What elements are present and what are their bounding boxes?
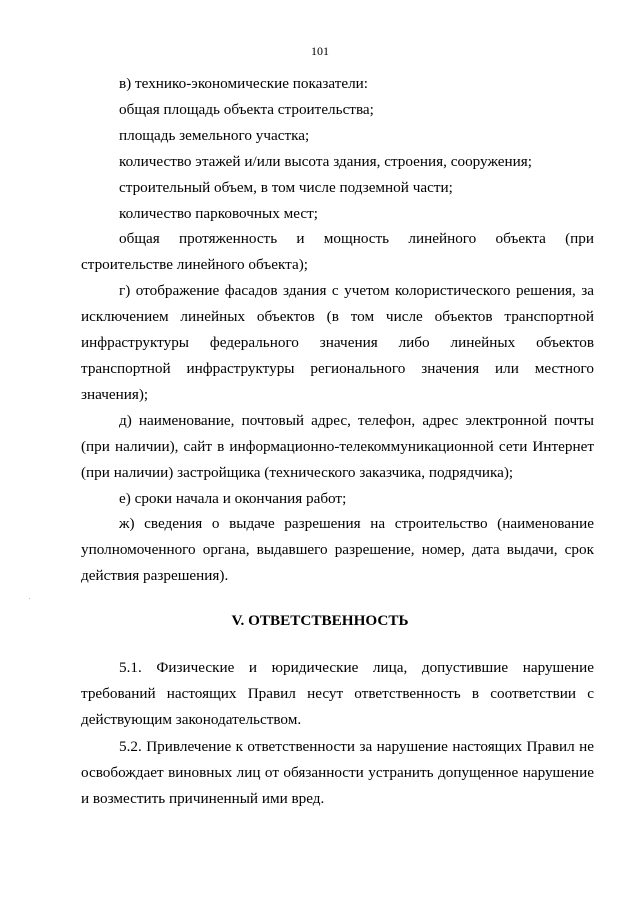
- paragraph: количество парковочных мест;: [119, 204, 318, 222]
- paragraph: общая площадь объекта строительства;: [119, 100, 374, 118]
- document-body: [81, 71, 594, 589]
- paragraph: г) отображение фасадов здания с учетом колористического решения, за исключением линейных объектов (в том числе объектов транспортной инфраструктуры федерального значения либо линейных объектов транспортной инфраструктуры регионального значения или местного значения);: [81, 282, 594, 403]
- paragraph: общая протяженность и мощность линейного объекта (при строительстве линейного объекта);: [81, 230, 594, 274]
- paragraph: площадь земельного участка;: [119, 126, 310, 144]
- paragraph: е) сроки начала и окончания работ;: [119, 489, 347, 507]
- section-body: [81, 655, 594, 812]
- page-number: 101: [311, 44, 329, 58]
- paragraph: 5.2. Привлечение к ответственности за нарушение настоящих Правил не освобождает виновных лиц от обязанности устранить допущенное нарушение и возместить причиненный ими вред.: [81, 737, 594, 808]
- paragraph: д) наименование, почтовый адрес, телефон, адрес электронной почты (при наличии), сайт в информационно-телекоммуникационной сети Интернет (при наличии) застройщика (технического заказчика, подрядчика);: [81, 411, 594, 481]
- paragraph: количество этажей и/или высота здания, строения, сооружения;: [119, 152, 532, 170]
- scan-speck: [29, 598, 30, 599]
- paragraph: ж) сведения о выдаче разрешения на строительство (наименование уполномоченного органа, выдавшего разрешение, номер, дата выдачи, срок действия разрешения).: [81, 515, 594, 585]
- paragraph: в) технико-экономические показатели:: [119, 75, 369, 92]
- section-heading: V. ОТВЕТСТВЕННОСТЬ: [231, 612, 409, 629]
- paragraph: строительный объем, в том числе подземной части;: [119, 178, 453, 196]
- paragraph: 5.1. Физические и юридические лица, допустившие нарушение требований настоящих Правил несут ответственность в соответствии с действующим законодательством.: [81, 659, 594, 729]
